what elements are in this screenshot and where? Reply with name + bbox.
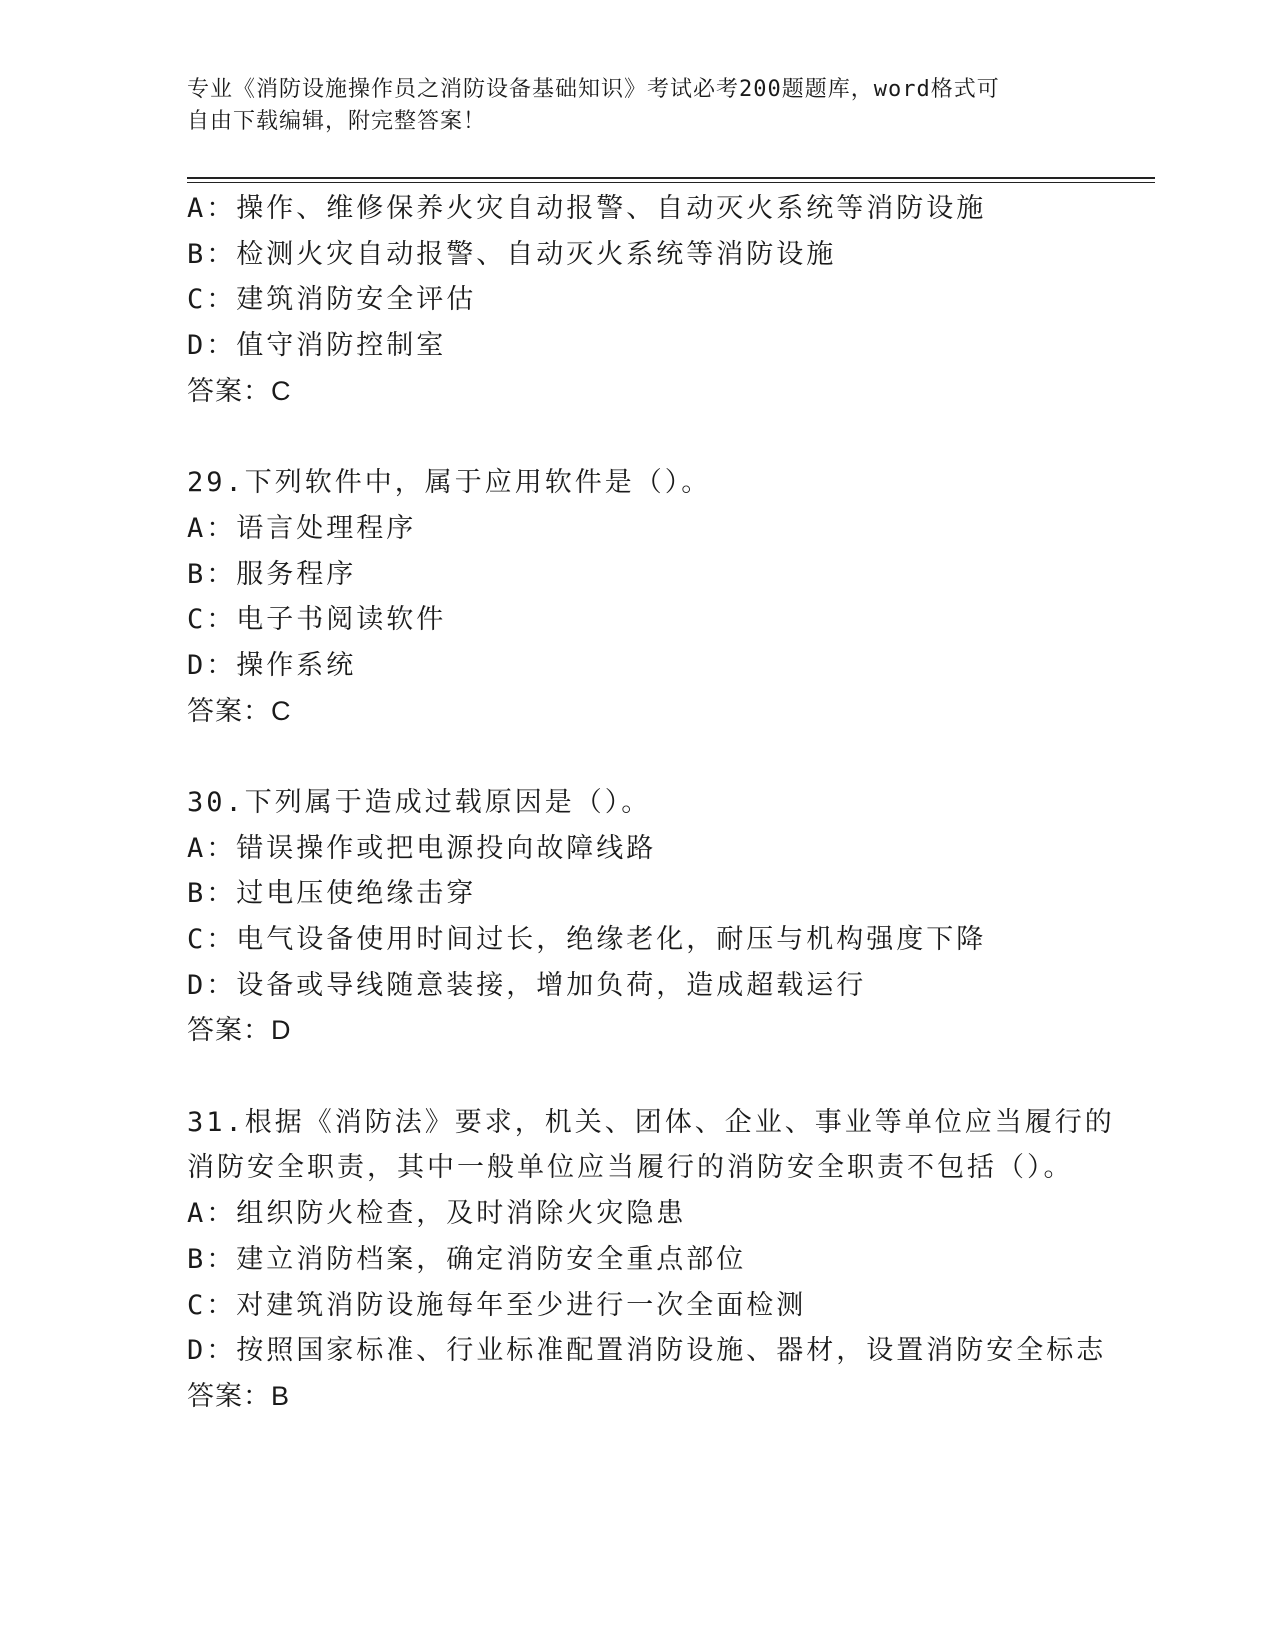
- question-stem: 30.下列属于造成过载原因是（）。: [187, 786, 652, 818]
- question-stem-line-2: 消防安全职责，其中一般单位应当履行的消防安全职责不包括（）。: [187, 1152, 1074, 1184]
- answer-line: 答案：C: [187, 375, 292, 406]
- spacer: [187, 1054, 1147, 1100]
- question-list: [187, 186, 1147, 1420]
- option-a: A：操作、维修保养火灾自动报警、自动灭火系统等消防设施: [187, 193, 987, 224]
- answer-line: 答案：C: [187, 695, 292, 726]
- option-b: B：服务程序: [187, 558, 357, 590]
- question-block-30: [187, 780, 1147, 1054]
- option-c: C：对建筑消防设施每年至少进行一次全面检测: [187, 1289, 807, 1321]
- question-block-31: [187, 1100, 1147, 1420]
- option-c: C：建筑消防安全评估: [187, 284, 477, 316]
- option-b: B：过电压使绝缘击穿: [187, 878, 477, 910]
- header-divider-thin: [187, 182, 1155, 183]
- option-a: A：语言处理程序: [187, 512, 417, 544]
- option-b: B：检测火灾自动报警、自动灭火系统等消防设施: [187, 238, 837, 270]
- option-a: A：错误操作或把电源投向故障线路: [187, 832, 657, 864]
- answer-line: 答案：B: [187, 1380, 291, 1411]
- option-d: D：设备或导线随意装接，增加负荷，造成超载运行: [187, 969, 867, 1001]
- option-a: A：组织防火检查，及时消除火灾隐患: [187, 1198, 687, 1230]
- answer-line: 答案：D: [187, 1015, 292, 1046]
- option-b: B：建立消防档案，确定消防安全重点部位: [187, 1243, 747, 1275]
- spacer: [187, 414, 1147, 460]
- question-stem-line-1: 31.根据《消防法》要求，机关、团体、企业、事业等单位应当履行的: [187, 1106, 1115, 1138]
- header-divider-thick: [187, 177, 1155, 179]
- question-block-28: [187, 186, 1147, 414]
- option-c: C：电子书阅读软件: [187, 604, 447, 636]
- option-d: D：值守消防控制室: [187, 330, 447, 362]
- header-line-1: 专业《消防设施操作员之消防设备基础知识》考试必考200题题库，word格式可: [187, 77, 1000, 102]
- option-d: D：按照国家标准、行业标准配置消防设施、器材，设置消防安全标志: [187, 1335, 1107, 1367]
- option-d: D：操作系统: [187, 649, 357, 681]
- question-stem: 29.下列软件中，属于应用软件是（）。: [187, 467, 712, 499]
- spacer: [187, 734, 1147, 780]
- option-c: C：电气设备使用时间过长，绝缘老化，耐压与机构强度下降: [187, 924, 987, 955]
- question-block-29: [187, 460, 1147, 734]
- header-line-2: 自由下载编辑，附完整答案！: [187, 109, 487, 134]
- document-header: [187, 74, 1067, 138]
